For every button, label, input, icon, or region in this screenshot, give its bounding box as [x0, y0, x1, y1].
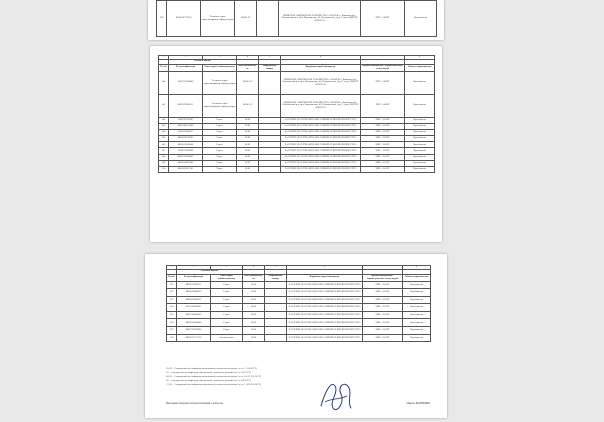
column-number: 5	[259, 56, 281, 60]
footnotes	[166, 368, 426, 387]
table-row: 142 5348735783287 Горох 20/02 ZAO TKHP (ZAO TIRASPOLSKE COMBINAT KHLIBOPRODUCTIV) МВС - 20/ПУ Чернігівська	[159, 117, 435, 123]
table-row: 148 8428612203643 Горох 20/02 ZAO TKHP (ZAO TIRASPOLSKE COMBINAT KHLIBOPRODUCTIV) МВС - 20/ПУ Чернігівська	[159, 154, 435, 160]
column-header: Опис партії (найменування)	[211, 274, 243, 281]
column-header: Виробник партії (імпортер)	[287, 274, 363, 281]
column-number: 4	[237, 56, 259, 60]
table-row: 154 8332123460001 Горох 20/02 ZAO TKHP (ZAO TIRASPOLSKE COMBINAT KHLIBOPRODUCTIV) МВС - 20/ПУ Чернігівська	[167, 304, 431, 312]
column-header-row	[159, 64, 435, 71]
column-number: 3	[203, 56, 237, 60]
table-row: 156 8820612604000 Горох 20/02 ZAO TKHP (ZAO TIRASPOLSKE COMBINAT KHLIBOPRODUCTIV) МВС - 20/ПУ Чернігівська	[167, 319, 431, 327]
footnote-line: (7) (8) – Стандартний ідентифікатор національний, номінальна речовина (за ст. 2, 4/0/12/4/18 ГУ)	[166, 383, 262, 386]
signature-line	[166, 401, 430, 407]
column-header: Вага (кількість), кг	[238, 64, 257, 70]
column-header-row	[167, 274, 431, 281]
footnote-line: (6) – Стандартний ідентифікатор національний, номінальна речовина (за ст. 2/4/18 ГУ)	[166, 379, 251, 382]
footnote-line: (1) (2) – Стандартний ідентифікатор національний, номінальна речовина (за ст.1 – 2/4/18 ГУ)	[166, 368, 258, 370]
column-header: № ідентифікатора	[169, 64, 203, 71]
column-number: 7	[363, 266, 403, 270]
column-header: № п/п	[159, 64, 169, 71]
column-header: Країна походження / характеристика стану партії	[362, 64, 403, 70]
table-row: 141 8028579665611 Тепличні сорти партенокарпічні гібриди огірка 249/01.22 ПРИВАТНЕ АКЦІОНЕРНЕ ТОВАРИСТВО «АПОЛЛО», Київська обл., Обухівський р-н, вул. Ворошилова, 46 (Гетьманська), буд. 2, (код ЄДРПОУ 20932161) ЗНЕС - 8436Т Чернігівська	[159, 94, 435, 117]
column-number: 3	[211, 266, 243, 270]
column-header: № п/п	[167, 274, 177, 281]
column-number: 8	[405, 56, 435, 60]
document-page-3	[145, 254, 447, 418]
column-header: Вага (кількість), кг	[244, 274, 263, 280]
column-header: Маркування товару	[265, 274, 287, 281]
column-header: Область призначення	[405, 64, 435, 71]
table-row: 151 8820612260671 Горох 20/02 ZAO TKHP (ZAO TIRASPOLSKE COMBINAT KHLIBOPRODUCTIV) МВС - 20/ПУ Чернігівська	[167, 281, 431, 289]
table-row: 158 8820617172319 Зелений горох 20/02 ZAO TKHP (ZAO TIRASPOLSKE COMBINAT KHLIBOPRODUCTIV) МВС - 20/ПУ Чернігівська	[167, 334, 431, 342]
signatory-role: Начальник Окружної обласної інспекції з контролю	[166, 402, 224, 405]
table-row: 140 5002572768402 Тепличні сорти партенокарпічні гібриди огірка 249/01.22 ПРИВАТНЕ АКЦІОНЕРНЕ ТОВАРИСТВО «АПОЛЛО», Київська обл., Обухівський р-н, вул. Ворошилова, 46 (Гетьманська), буд. 2, (код ЄДРПОУ 20932161) ЗНЕС - 8436Т Чернігівська	[159, 71, 435, 94]
table-row: 144 5343536640117 Горох 20/02 ZAO TKHP (ZAO TIRASPOLSKE COMBINAT KHLIBOPRODUCTIV) МВС - 20/ПУ Чернігівська	[159, 129, 435, 135]
page-1-table	[156, 0, 437, 37]
column-header: Опис партії (найменування)	[203, 64, 237, 71]
column-header: Країна походження / характеристика стану партії	[363, 274, 403, 281]
table-row: 143 8820538251668 Горох 20/02 ZAO TKHP (ZAO TIRASPOLSKE COMBINAT KHLIBOPRODUCTIV) МВС - 20/ПУ Чернігівська	[159, 123, 435, 129]
footnote-line: (3) – Стандартний ідентифікатор національний, номінальна речовина (за ст. 2/4/18 ГУ)	[166, 371, 251, 374]
column-number: 5	[265, 266, 287, 270]
document-page-1	[148, 0, 444, 40]
group-header: Насіння партія	[169, 59, 237, 64]
column-header: Область призначення	[403, 274, 431, 281]
document-page-2	[150, 46, 442, 242]
table-row: 153 8820612300011 Горох 20/02 ZAO TKHP (ZAO TIRASPOLSKE COMBINAT KHLIBOPRODUCTIV) МВС - 20/ПУ Чернігівська	[167, 296, 431, 304]
footnote-line: (4) (5) – Стандартний ідентифікатор національний, номінальна речовина (за ст. 2/4/12, 2/4/18 ГУ)	[166, 375, 262, 378]
table-row: 152 8820614040039 Горох 20/02 ZAO TKHP (ZAO TIRASPOLSKE COMBINAT KHLIBOPRODUCTIV) МВС - 20/ПУ Чернігівська	[167, 289, 431, 297]
column-number: 4	[243, 266, 265, 270]
table-row: 146 8820611683008 Горох 20/02 ZAO TKHP (ZAO TIRASPOLSKE COMBINAT KHLIBOPRODUCTIV) МВС - 20/ПУ Чернігівська	[159, 142, 435, 148]
column-number: 6	[287, 266, 363, 270]
column-number: 2	[177, 266, 211, 270]
column-number: 6	[281, 56, 361, 60]
table-row: 139 8028576772658 Тепличні сорти партенокарпічні гібриди огірка 249/01.22 ПРИВАТНЕ АКЦІОНЕРНЕ ТОВАРИСТВО «АПОЛЛО», Київська обл., Обухівський р-н, вул. Ворошилова, 46 (Гетьманська), буд. 2, (код ЄДРПОУ 20932161) ЗНЕС - 8436Т Чернігівська	[157, 1, 437, 37]
column-header: Маркування товару	[259, 64, 281, 71]
table-row: 145 8820816576683 Горох 20/02 ZAO TKHP (ZAO TIRASPOLSKE COMBINAT KHLIBOPRODUCTIV) МВС - 20/ПУ Чернігівська	[159, 136, 435, 142]
column-number: 2	[169, 56, 203, 60]
table-row: 150 8820622607141 Горох 20/02 ZAO TKHP (ZAO TIRASPOLSKE COMBINAT KHLIBOPRODUCTIV) МВС - 20/ПУ Чернігівська	[159, 167, 435, 173]
handwritten-signature	[315, 372, 355, 416]
signatory-name: Микола МАРЧЕНКО	[406, 402, 430, 405]
column-header: № ідентифікатора	[177, 274, 211, 281]
column-number: 7	[361, 56, 405, 60]
column-number: 1	[159, 56, 169, 60]
column-header: Виробник партії (імпортер)	[281, 64, 361, 71]
page-3-table	[166, 265, 431, 342]
table-row: 149 8820614879282 Горох 20/02 ZAO TKHP (ZAO TIRASPOLSKE COMBINAT KHLIBOPRODUCTIV) МВС - 20/ПУ Чернігівська	[159, 160, 435, 166]
table-row: 155 8820716403602 Горох 20/02 ZAO TKHP (ZAO TIRASPOLSKE COMBINAT KHLIBOPRODUCTIV) МВС - 20/ПУ Чернігівська	[167, 311, 431, 319]
table-row: 147 5348527883289 Горох 20/02 ZAO TKHP (ZAO TIRASPOLSKE COMBINAT KHLIBOPRODUCTIV) МВС - 20/ПУ Чернігівська	[159, 148, 435, 154]
column-number: 8	[403, 266, 431, 270]
column-number: 1	[167, 266, 177, 270]
page-2-table	[158, 55, 435, 173]
group-header: Насіння партія	[177, 269, 243, 274]
table-row: 157 8820713378000 Горох 20/02 ZAO TKHP (ZAO TIRASPOLSKE COMBINAT KHLIBOPRODUCTIV) МВС - 20/ПУ Чернігівська	[167, 327, 431, 335]
